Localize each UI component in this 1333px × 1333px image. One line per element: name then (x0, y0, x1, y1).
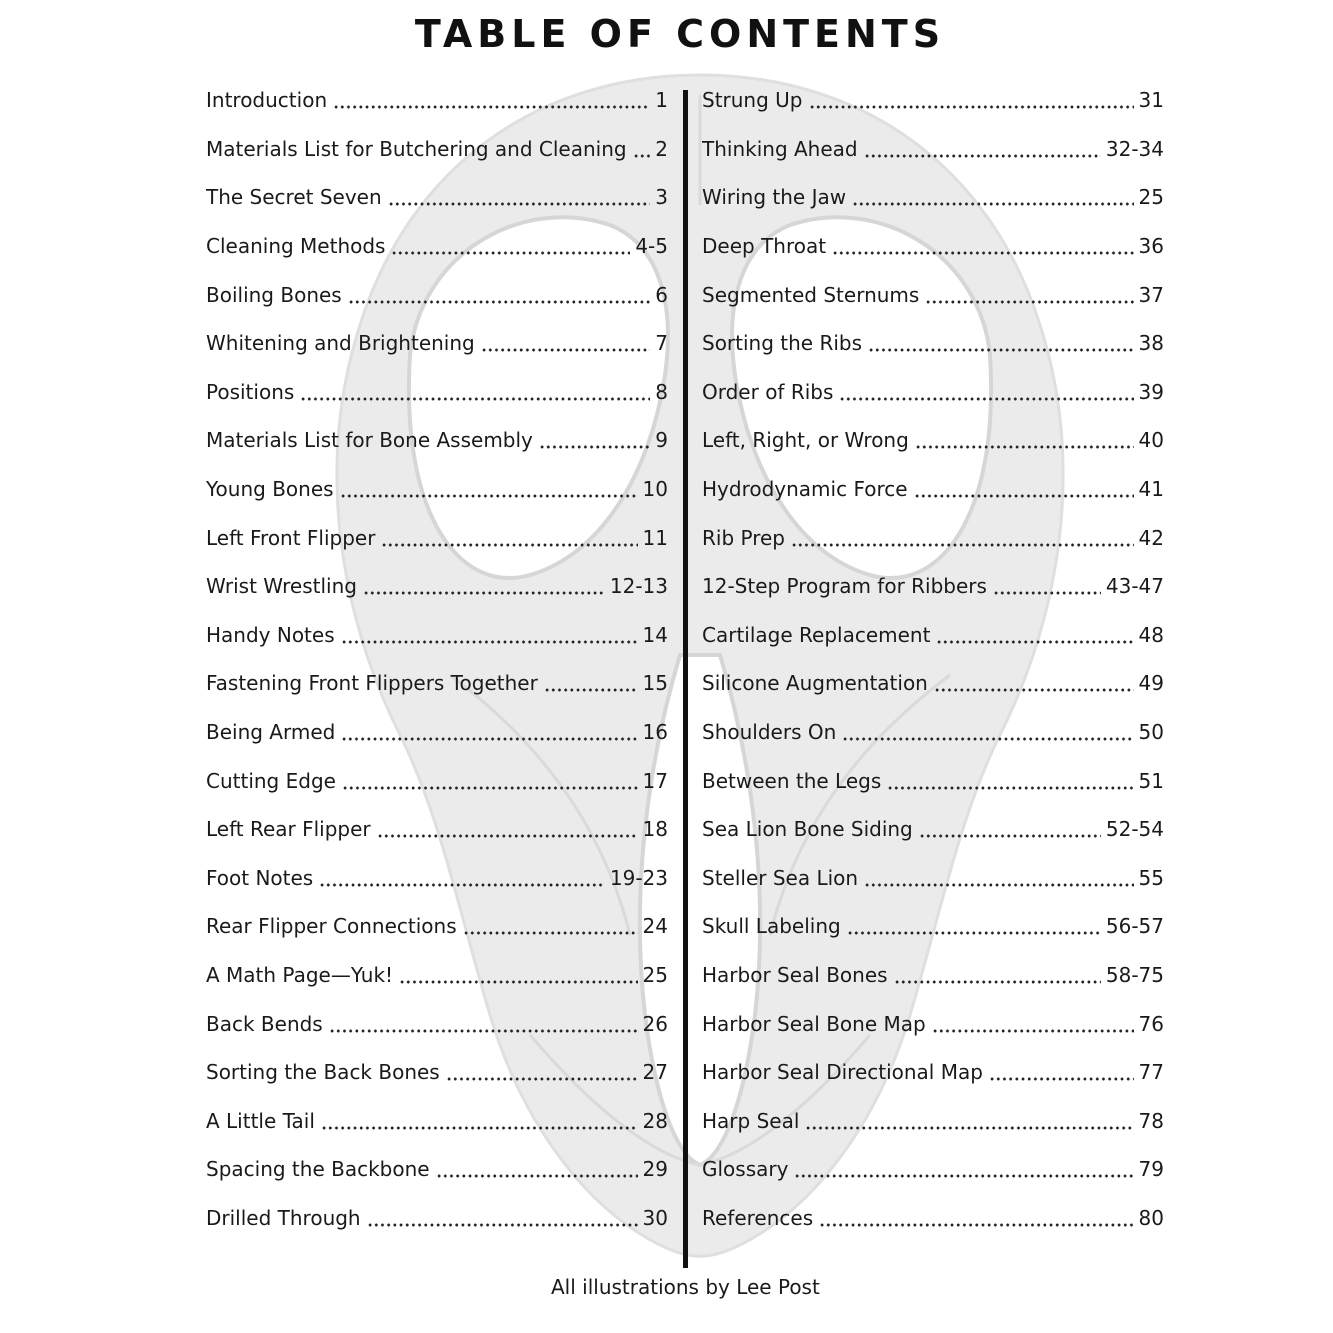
toc-entry-title: Sorting the Ribs (702, 331, 863, 356)
toc-entry (702, 902, 1164, 951)
dot-leader (329, 1014, 638, 1034)
toc-entry (702, 416, 1164, 465)
toc-entry (702, 611, 1164, 660)
toc-entry (206, 270, 668, 319)
toc-entry-page: 77 (1138, 1060, 1164, 1085)
dot-leader (894, 965, 1101, 985)
toc-entry-title: Boiling Bones (206, 282, 342, 307)
toc-entry-page: 43-47 (1105, 574, 1164, 599)
dot-leader (388, 187, 651, 207)
toc-entry (702, 76, 1164, 125)
toc-entry (206, 1048, 668, 1097)
toc-entry-title: Hydrodynamic Force (702, 477, 908, 502)
toc-entry (206, 659, 668, 708)
toc-entry (206, 1145, 668, 1194)
toc-entry (206, 1194, 668, 1243)
toc-entry-title: Steller Sea Lion (702, 865, 859, 890)
toc-entry-page: 26 (642, 1011, 668, 1036)
toc-entry-page: 18 (642, 817, 668, 842)
toc-entry-page: 27 (642, 1060, 668, 1085)
toc-entry-title: Between the Legs (702, 768, 882, 793)
dot-leader (925, 285, 1133, 305)
toc-entry (702, 222, 1164, 271)
toc-entry (702, 756, 1164, 805)
toc-entry-page: 3 (655, 185, 668, 210)
toc-entry (702, 125, 1164, 174)
toc-entry-page: 19-23 (609, 865, 668, 890)
toc-entry-title: Whitening and Brightening (206, 331, 475, 356)
toc-entry-title: Cutting Edge (206, 768, 336, 793)
toc-entry-page: 29 (642, 1157, 668, 1182)
toc-entry (702, 319, 1164, 368)
dot-leader (342, 771, 638, 791)
dot-leader (391, 236, 630, 256)
dot-leader (819, 1208, 1133, 1228)
toc-entry-page: 30 (642, 1205, 668, 1230)
dot-leader (539, 430, 650, 450)
toc-entry-title: Left Front Flipper (206, 525, 376, 550)
toc-entry-page: 52-54 (1105, 817, 1164, 842)
dot-leader (544, 673, 638, 693)
dot-leader (463, 916, 638, 936)
dot-leader (633, 139, 651, 159)
dot-leader (791, 528, 1134, 548)
toc-entry-title: Rear Flipper Connections (206, 914, 457, 939)
toc-entry-page: 25 (642, 962, 668, 987)
toc-entry-page: 16 (642, 720, 668, 745)
toc-entry-title: Fastening Front Flippers Together (206, 671, 538, 696)
toc-entry-page: 36 (1138, 234, 1164, 259)
toc-entry (206, 319, 668, 368)
toc-entry-title: Harbor Seal Bones (702, 962, 888, 987)
toc-entry (206, 854, 668, 903)
toc-entry-title: Shoulders On (702, 720, 837, 745)
dot-leader (381, 528, 637, 548)
dot-leader (341, 722, 637, 742)
toc-entry-page: 79 (1138, 1157, 1164, 1182)
toc-entry (702, 1048, 1164, 1097)
toc-entry-page: 38 (1138, 331, 1164, 356)
toc-entry (206, 125, 668, 174)
toc-entry-page: 12-13 (609, 574, 668, 599)
toc-entry-page: 31 (1138, 88, 1164, 113)
toc-right-column (702, 76, 1164, 1242)
toc-entry-title: Sea Lion Bone Siding (702, 817, 913, 842)
toc-entry-title: Positions (206, 379, 295, 404)
toc-entry (702, 270, 1164, 319)
dot-leader (319, 868, 605, 888)
dot-leader (832, 236, 1133, 256)
dot-leader (852, 187, 1133, 207)
toc-entry-title: Strung Up (702, 88, 803, 113)
toc-entry-page: 6 (655, 282, 668, 307)
toc-entry-page: 37 (1138, 282, 1164, 307)
dot-leader (934, 673, 1134, 693)
toc-entry-title: Order of Ribs (702, 379, 834, 404)
dot-leader (348, 285, 651, 305)
toc-entry-page: 49 (1138, 671, 1164, 696)
toc-entry (702, 951, 1164, 1000)
toc-entry-title: Cartilage Replacement (702, 622, 931, 647)
toc-entry-page: 40 (1138, 428, 1164, 453)
toc-entry-page: 28 (642, 1108, 668, 1133)
toc-entry-title: Introduction (206, 88, 328, 113)
dot-leader (864, 868, 1133, 888)
toc-entry-page: 17 (642, 768, 668, 793)
toc-entry (206, 173, 668, 222)
toc-entry-title: Young Bones (206, 477, 334, 502)
toc-entry (206, 513, 668, 562)
toc-entry-title: Sorting the Back Bones (206, 1060, 440, 1085)
dot-leader (805, 1111, 1133, 1131)
toc-entry-title: Skull Labeling (702, 914, 841, 939)
toc-entry-title: Drilled Through (206, 1205, 361, 1230)
toc-entry-page: 56-57 (1105, 914, 1164, 939)
dot-leader (809, 90, 1134, 110)
toc-entry (702, 173, 1164, 222)
toc-entry-title: Foot Notes (206, 865, 314, 890)
toc-entry-title: The Secret Seven (206, 185, 382, 210)
toc-entry-page: 15 (642, 671, 668, 696)
toc-entry (702, 1096, 1164, 1145)
toc-entry-title: Handy Notes (206, 622, 335, 647)
toc-entry (702, 513, 1164, 562)
toc-entry-title: Wrist Wrestling (206, 574, 357, 599)
toc-entry-title: Silicone Augmentation (702, 671, 928, 696)
toc-entry-page: 41 (1138, 477, 1164, 502)
dot-leader (842, 722, 1133, 742)
dot-leader (367, 1208, 638, 1228)
toc-entry (206, 76, 668, 125)
toc-entry (206, 1096, 668, 1145)
toc-entry-page: 14 (642, 622, 668, 647)
toc-entry (702, 562, 1164, 611)
toc-entry-page: 50 (1138, 720, 1164, 745)
dot-leader (864, 139, 1101, 159)
toc-entry (702, 368, 1164, 417)
toc-left-column (206, 76, 668, 1242)
dot-leader (340, 479, 638, 499)
toc-entry (206, 562, 668, 611)
toc-entry-title: Deep Throat (702, 234, 827, 259)
toc-entry (206, 368, 668, 417)
toc-entry-title: Segmented Sternums (702, 282, 920, 307)
toc-entry-title: A Little Tail (206, 1108, 315, 1133)
toc-entry (206, 708, 668, 757)
toc-entry (206, 222, 668, 271)
toc-entry (206, 611, 668, 660)
toc-entry (702, 854, 1164, 903)
dot-leader (839, 382, 1133, 402)
dot-leader (868, 333, 1134, 353)
toc-entry-title: Left, Right, or Wrong (702, 428, 909, 453)
toc-entry (702, 1145, 1164, 1194)
toc-entry-title: Glossary (702, 1157, 789, 1182)
toc-entry-title: Being Armed (206, 720, 336, 745)
toc-entry-title: Cleaning Methods (206, 234, 386, 259)
page-title: TABLE OF CONTENTS (414, 12, 946, 56)
toc-entry (702, 659, 1164, 708)
toc-entry-title: Wiring the Jaw (702, 185, 847, 210)
toc-entry (702, 999, 1164, 1048)
dot-leader (321, 1111, 638, 1131)
toc-entry-page: 11 (642, 525, 668, 550)
dot-leader (341, 625, 638, 645)
toc-entry (206, 465, 668, 514)
toc-entry-page: 7 (655, 331, 668, 356)
illustration-credit: All illustrations by Lee Post (551, 1275, 820, 1299)
toc-entry-title: Left Rear Flipper (206, 817, 371, 842)
toc-entry (206, 999, 668, 1048)
toc-entry (702, 708, 1164, 757)
toc-entry-title: Materials List for Butchering and Cleaning (206, 136, 627, 161)
dot-leader (936, 625, 1133, 645)
toc-entry-page: 32-34 (1105, 136, 1164, 161)
toc-entry (702, 1194, 1164, 1243)
toc-entry-title: Back Bends (206, 1011, 323, 1036)
toc-entry-title: Spacing the Backbone (206, 1157, 430, 1182)
dot-leader (989, 1062, 1134, 1082)
toc-entry-page: 80 (1138, 1205, 1164, 1230)
dot-leader (333, 90, 650, 110)
dot-leader (363, 576, 605, 596)
dot-leader (446, 1062, 638, 1082)
column-divider (683, 90, 688, 1268)
dot-leader (887, 771, 1133, 791)
toc-entry-title: Harbor Seal Bone Map (702, 1011, 926, 1036)
dot-leader (377, 819, 638, 839)
toc-entry-title: Thinking Ahead (702, 136, 858, 161)
toc-entry-page: 51 (1138, 768, 1164, 793)
toc-entry (206, 902, 668, 951)
toc-entry (702, 805, 1164, 854)
toc-entry-title: References (702, 1205, 814, 1230)
toc-entry-title: Rib Prep (702, 525, 785, 550)
toc-entry-title: Materials List for Bone Assembly (206, 428, 533, 453)
dot-leader (932, 1014, 1134, 1034)
toc-entry-page: 24 (642, 914, 668, 939)
dot-leader (914, 479, 1134, 499)
toc-entry-page: 78 (1138, 1108, 1164, 1133)
dot-leader (993, 576, 1101, 596)
toc-entry-page: 42 (1138, 525, 1164, 550)
toc-entry-title: Harp Seal (702, 1108, 800, 1133)
toc-entry-page: 9 (655, 428, 668, 453)
toc-entry-page: 4-5 (635, 234, 668, 259)
dot-leader (915, 430, 1134, 450)
toc-entry-page: 25 (1138, 185, 1164, 210)
toc-entry-page: 39 (1138, 379, 1164, 404)
toc-entry (206, 951, 668, 1000)
toc-entry-title: Harbor Seal Directional Map (702, 1060, 983, 1085)
toc-entry-page: 2 (655, 136, 668, 161)
toc-entry-page: 8 (655, 379, 668, 404)
dot-leader (481, 333, 651, 353)
dot-leader (399, 965, 638, 985)
dot-leader (847, 916, 1101, 936)
dot-leader (436, 1159, 638, 1179)
toc-entry-page: 1 (655, 88, 668, 113)
toc-entry-title: 12-Step Program for Ribbers (702, 574, 987, 599)
toc-entry (206, 416, 668, 465)
toc-entry-page: 58-75 (1105, 962, 1164, 987)
toc-entry-page: 76 (1138, 1011, 1164, 1036)
toc-entry-page: 10 (642, 477, 668, 502)
dot-leader (300, 382, 650, 402)
dot-leader (794, 1159, 1133, 1179)
toc-entry (702, 465, 1164, 514)
toc-entry (206, 756, 668, 805)
toc-entry (206, 805, 668, 854)
dot-leader (919, 819, 1101, 839)
toc-entry-title: A Math Page—Yuk! (206, 962, 394, 987)
toc-entry-page: 55 (1138, 865, 1164, 890)
toc-entry-page: 48 (1138, 622, 1164, 647)
